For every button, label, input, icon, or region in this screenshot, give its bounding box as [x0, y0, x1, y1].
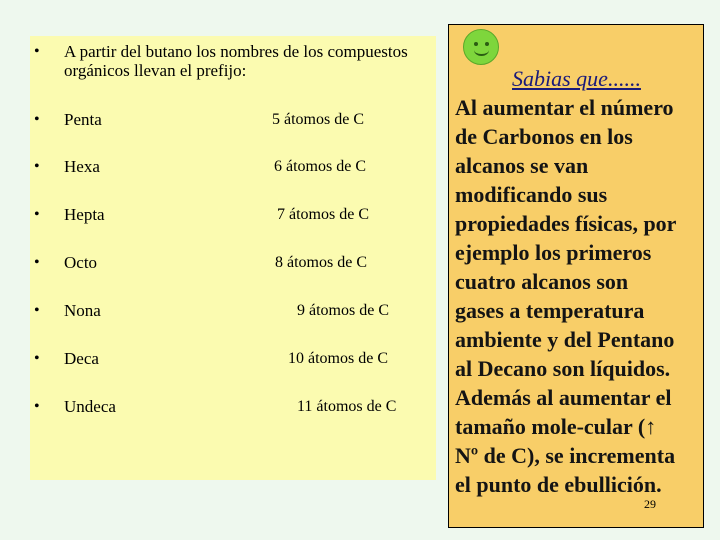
list-bullet: • [34, 254, 40, 271]
prefix-deca: Deca [64, 349, 99, 368]
smiley-mouth [474, 44, 489, 56]
list-bullet: • [34, 350, 40, 367]
smiley-face-icon [463, 29, 499, 65]
intro-text: A partir del butano los nombres de los compuestos orgánicos llevan el prefijo: [64, 42, 408, 80]
atoms-octo: 8 átomos de C [275, 254, 367, 271]
prefix-octo: Octo [64, 253, 98, 272]
prefix-hexa: Hexa [64, 157, 100, 176]
intro-bullet: • [34, 43, 40, 60]
sabias-que-title: Sabias que...... [512, 66, 641, 91]
list-bullet: • [34, 398, 40, 415]
list-bullet: • [34, 206, 40, 223]
prefix-hepta: Hepta [64, 205, 105, 224]
prefix-undeca: Undeca [64, 397, 116, 416]
atoms-undeca: 11 átomos de C [297, 398, 397, 415]
sabias-que-body: Al aumentar el número de Carbonos en los alcanos se van modificando sus propiedades físicas, por ejemplo los primeros cuatro alcanos son gases a temperatura ambiente y del Pentano al Decano son líquidos. Además al aumentar el tamaño mole-cular (↑ Nº de C), se incrementa el punto de ebullición. [455, 95, 677, 497]
atoms-hepta: 7 átomos de C [277, 206, 369, 223]
prefix-penta: Penta [64, 110, 102, 129]
page-number: 29 [644, 497, 656, 511]
atoms-deca: 10 átomos de C [288, 350, 388, 367]
atoms-penta: 5 átomos de C [272, 111, 364, 128]
list-bullet: • [34, 302, 40, 319]
atoms-nona: 9 átomos de C [297, 302, 389, 319]
list-bullet: • [34, 158, 40, 175]
list-bullet: • [34, 111, 40, 128]
prefix-nona: Nona [64, 301, 101, 320]
atoms-hexa: 6 átomos de C [274, 158, 366, 175]
